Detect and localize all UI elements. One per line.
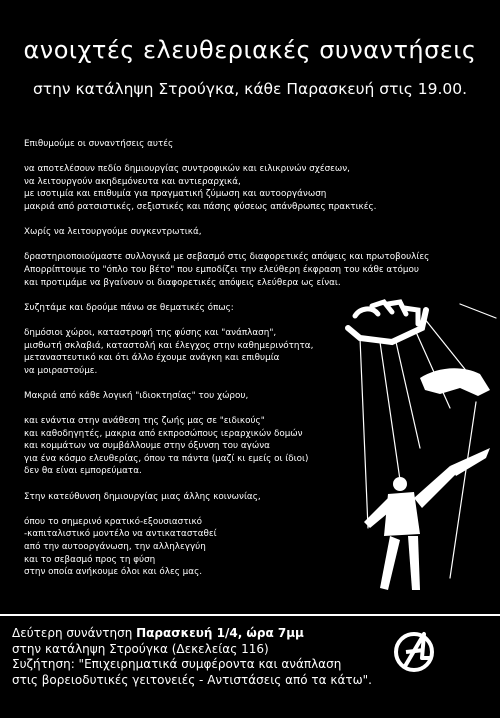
meeting-label: Δεύτερη συνάντηση <box>12 626 137 640</box>
next-meeting-info <box>12 626 412 688</box>
paragraph: Στην κατεύθυνση δημιουργίας μιας άλλης κοινωνίας, <box>24 491 261 502</box>
paragraph: να αποτελέσουν πεδίο δημιουργίας συντροφικών και ειλικρινών σχέσεων, να λειτουργούν ακηδεμόνευτα και αντιεραρχικά, με ισοτιμία και επιθυμία για πραγματική ζύμωση και αυτοοργάνωση μακριά από ρατσιστικές, σεξιστικές και πάσης φύσεως απάνθρωπες πρακτικές. <box>24 164 377 212</box>
page-subtitle: στην κατάληψη Στρούγκα, κάθε Παρασκευή στις 19.00. <box>32 80 468 98</box>
meeting-location: στην κατάληψη Στρούγκα (Δεκελείας 116) <box>12 641 269 656</box>
paragraph: και ενάντια στην ανάθεση της ζωής μας σε "ειδικούς" και καθοδηγητές, μακρια από εκπροσώπους ιεραρχικών δομών και κομμάτων να συμβάλλουμε στην όξυνση του αγώνα για ένα κόσμο ελευθερίας, όπου τα πάντα (μαζί κι εμείς οι ίδιοι) δεν θα είναι εμπορεύματα. <box>24 416 309 477</box>
page-title: ανοιχτές ελευθεριακές συναντήσεις <box>23 36 477 64</box>
meeting-datetime: Παρασκευή 1/4, ώρα 7μμ <box>136 626 304 640</box>
paragraph: Επιθυμούμε οι συναντήσεις αυτές <box>24 139 174 149</box>
meeting-date-line <box>12 626 412 642</box>
puppet-hand-strings-icon <box>300 298 500 608</box>
paragraph: όπου το σημερινό κρατικό-εξουσιαστικό -καπιταλιστικό μοντέλο να αντικατασταθεί από την αυτοοργάνωση, την αλληλεγγύη και το σεβασμό προς τη φύση στην οποία ανήκουμε όλοι και όλες μας. <box>24 516 217 578</box>
paragraph: δημόσιοι χώροι, καταστροφή της φύσης και "ανάπλαση", μισθωτή σκλαβιά, καταστολή και έλεγχος στην καθημερινότητα, μεταναστευτικό και ότι άλλο έχουμε ανάγκη και επιθυμία να μοιραστούμε. <box>24 327 314 376</box>
paragraph: Μακριά από κάθε λογική "ιδιοκτησίας" του χώρου, <box>24 390 249 401</box>
meeting-topic-line2: στις βορειοδυτικές γειτονειές - Αντιστάσεις από τα κάτω". <box>12 672 372 687</box>
anarchy-emblem-icon <box>390 628 438 676</box>
paragraph: δραστηριοποιούμαστε συλλογικά με σεβασμό στις διαφορετικές απόψεις και πρωτοβουλίες Απορρίπτουμε το "όπλο του βέτο" που εμποδίζει την ελεύθερη έκφραση του κάθε ατόμου και προτιμάμε να βγαίνουν οι διαφορετικές απόψεις ελεύθερα ως είναι. <box>24 252 430 288</box>
paragraph: Συζητάμε και δρούμε πάνω σε θεματικές όπως: <box>24 302 234 313</box>
meeting-topic-line1: Συζήτηση: "Επιχειρηματικά συμφέροντα και ανάπλαση <box>12 657 342 671</box>
paragraph: Χωρίς να λειτουργούμε συγκεντρωτικά, <box>24 227 202 238</box>
footer-divider <box>0 614 500 616</box>
